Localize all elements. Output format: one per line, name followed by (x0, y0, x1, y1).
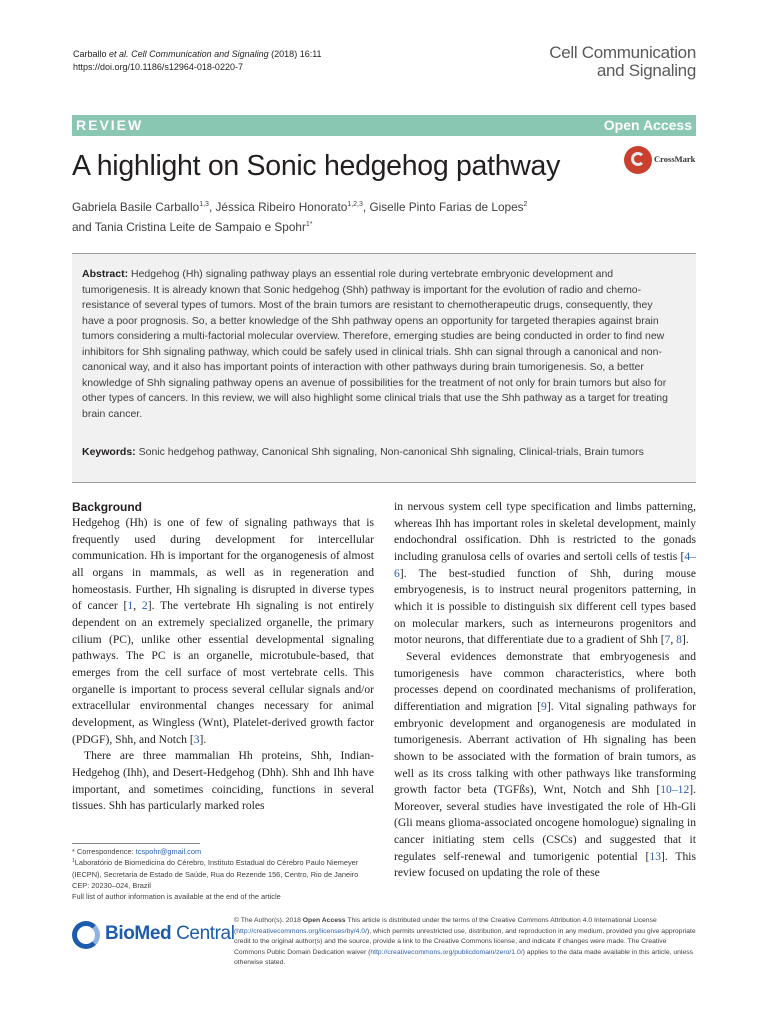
citation-link[interactable]: 7 (664, 633, 671, 647)
article-type-banner (72, 115, 696, 136)
license-statement: © The Author(s). 2018 Open Access This article is distributed under the terms of the Creative Commons Attribution 4.0 International License (http://creativecommons.org/licenses/by/4.0/), which permits unrestricted use, distribution, and reproduction in any medium, provided you give appropriate credit to the original author(s) and the source, provide a link to the Creative Commons license, and indicate if changes were made. The Creative Commons Public Domain Dedication waiver (http://creativecommons.org/publicdomain/zero/1.0/) applies to the data made available in this article, unless otherwise stated. (234, 917, 696, 966)
article-title: A highlight on Sonic hedgehog pathway (72, 150, 561, 182)
biomed-central-logo: BioMed Central (72, 919, 222, 951)
body-column-left (72, 499, 374, 815)
author-name: , Jéssica Ribeiro Honorato (208, 200, 348, 214)
footnote-divider (72, 843, 200, 844)
keywords: Keywords: Sonic hedgehog pathway, Canonical Shh signaling, Non-canonical Shh signaling, Clinical-trials, Brain tumors (82, 446, 644, 458)
body-column-right (394, 499, 696, 882)
footnotes (72, 846, 374, 902)
citation-line: Carballo et al. Cell Communication and Signaling (2018) 16:11 (73, 49, 322, 59)
affiliation: $^1$Laboratório de Biomedicina do Cérebro, Instituto Estadual do Cérebro Paulo Niemeyer (IECPN), Secretaria de Estado de Saúde, Rua do Rezende 156, Centro, Rio de Janeiro CEP: 20230–024, Brazil (72, 858, 359, 890)
crossmark-label: CrossMark (654, 154, 696, 164)
paragraph: There are three mammalian Hh proteins, Shh, Indian-Hedgehog (Ihh), and Desert-Hedgehog (Dhh). Shh and Ihh have important, and sometimes coinciding, functions in several tissues. Shh has particularly marked roles (72, 749, 374, 813)
article-type-label: REVIEW (76, 117, 144, 133)
crossmark-badge[interactable] (624, 146, 714, 174)
citation-link[interactable]: 9 (541, 699, 547, 713)
biomed-central-ring-icon (72, 921, 100, 949)
citation-link[interactable]: 3 (193, 732, 200, 746)
abstract-text: Abstract: Hedgehog (Hh) signaling pathway plays an essential role during vertebrate embryonic development and tumorigenesis. It is already known that Sonic hedgehog (Shh) pathway is important for the evolution of radio and chemo-resistance of several types of tumors. Most of the brain tumors are resistant to chemotherapeutic drugs, consequently, they have a poor prognosis. So, a better knowledge of the Shh pathway opens an opportunity for targeted therapies against brain tumors considering a multi-factorial molecular overview. Therefore, emerging studies are being conducted in order to find new inhibitors for Shh signaling pathway, which could be safely used in clinical trials. Shh can signal through a canonical and non-canonical way, and it also has important points of interaction with other pathways during brain tumorigenesis. So, a better knowledge of Shh signaling pathway opens an avenue of possibilities for the treatment of not only for brain tumors but also for other types of cancers. In this review, we will also highlight some clinical trials that use the Shh pathway as a target for treating brain cancer. (82, 268, 668, 420)
crossmark-icon (624, 146, 652, 174)
header-citation (73, 48, 322, 74)
citation-link[interactable]: 1 (127, 599, 134, 613)
author-name: and Tania Cristina Leite de Sampaio e Spohr (72, 220, 306, 234)
paragraph: Several evidences demonstrate that embryogenesis and tumorigenesis have common characteristics, where both processes depend on coordinated mechanisms of proliferation, differentiation and migration [9]. Vital signaling pathways for embryonic development and organogenesis are modulated in tumorigenesis. Aberrant activation of Hh signaling has been shown to be associated with the formation of brain tumors, as well as its cross talking with other pathways like transforming growth factor beta (TGFßs), Wnt, Notch and Shh [10–12]. Moreover, several studies have investigated the role of Hh-Gli (Gli means glioma-associated oncogene homologue) signaling in cancer initiating stem cells (CSCs) and suggested that it regulates self-renewal and tumorigenic potential [13]. This review focused on updating the role of these (394, 649, 696, 880)
license-link[interactable]: http://creativecommons.org/licenses/by/4.0/ (236, 927, 367, 935)
email-link[interactable]: tcspohr@gmail.com (135, 847, 202, 856)
doi-link[interactable]: https://doi.org/10.1186/s12964-018-0220-7 (73, 62, 243, 72)
abstract-box (72, 253, 696, 483)
section-heading: Background (72, 500, 143, 514)
author-name: , Giselle Pinto Farias de Lopes (362, 200, 524, 214)
citation-link[interactable]: 8 (676, 633, 682, 647)
correspondence: * Correspondence: tcspohr@gmail.com (72, 847, 202, 856)
citation-link[interactable]: 4–6 (394, 549, 696, 580)
citation-link[interactable]: 10–12 (660, 783, 690, 797)
journal-logo: Cell Communication and Signaling (549, 43, 696, 80)
author-info-note: Full list of author information is available at the end of the article (72, 892, 281, 902)
waiver-link[interactable]: http://creativecommons.org/publicdomain/zero/1.0/ (370, 948, 523, 956)
open-access-label: Open Access (603, 117, 692, 133)
paragraph: Hedgehog (Hh) is one of few of signaling pathways that is frequently used during development for intercellular communication. Hh is important for the organogenesis of almost all organs in mammals, as well as in regeneration and homeostasis. Further, Hh signaling is disrupted in diverse types of cancer [1, 2]. The vertebrate Hh signaling is not entirely dependent on an extremely specialized organelle, the primary cilium (PC), unlike other essential developmental signaling pathways. The PC is an organelle, microtubule-based, that emerges from the cell surface of most vertebrate cells. This organelle is important to process several cellular signals and/or extracellular environmental changes necessary for animal development, as Wingless (Wnt), Platelet-derived growth factor (PDGF), Shh, and Notch [3]. (72, 516, 375, 746)
author-name: Gabriela Basile Carballo (72, 200, 200, 214)
citation-link[interactable]: 2 (141, 599, 148, 613)
paragraph: in nervous system cell type specification and limbs patterning, whereas Ihh has important roles in skeletal development, mainly endochondral ossification. Dhh is restricted to the gonads including granulosa cells of ovaries and sertoli cells of testis [4–6]. The best-studied function of Shh, during mouse embryogenesis, is to instruct neural progenitors patterning, in which it is possible to distinguish six different cell types based on molecular markers, such as interneurons progenitors and motor neurons, that differentiate due to a gradient of Shh [7, 8]. (394, 500, 696, 647)
citation-link[interactable]: 13 (649, 849, 662, 863)
author-list: Gabriela Basile Carballo$^{1,3}$, Jéssica Ribeiro Honorato$^{1,2,3}$, Giselle Pinto Farias de Lopes$^2$ and Tania Cristina Leite de Sampaio e Spohr$^{1*}$ (72, 200, 528, 234)
